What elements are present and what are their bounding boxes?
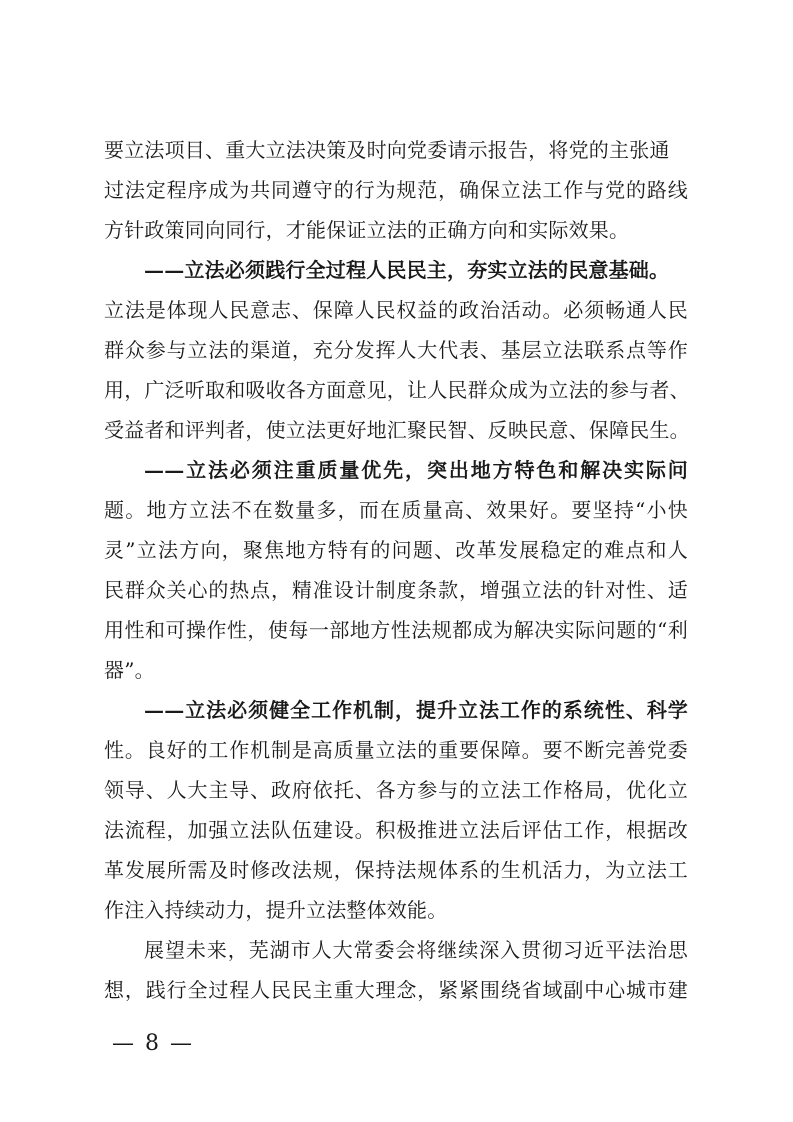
text-line: 过法定程序成为共同遵守的行为规范，确保立法工作与党的路线 <box>104 178 688 202</box>
text-line: 器”。 <box>104 658 155 682</box>
text-line: 性。良好的工作机制是高质量立法的重要保障。要不断完善党委 <box>104 738 688 762</box>
text-line: 领导、人大主导、政府依托、各方参与的立法工作格局，优化立 <box>104 778 688 802</box>
text-line: 立法是体现人民意志、保障人民权益的政治活动。必须畅通人民 <box>104 298 688 322</box>
section-heading-line: ——立法必须健全工作机制，提升立法工作的系统性、科学 <box>144 698 688 722</box>
text-line: 群众参与立法的渠道，充分发挥人大代表、基层立法联系点等作 <box>104 338 688 362</box>
text-line: 革发展所需及时修改法规，保持法规体系的生机活力，为立法工 <box>104 858 688 882</box>
page-number: — 8 — <box>112 1031 194 1056</box>
text-line: 用，广泛听取和吸收各方面意见，让人民群众成为立法的参与者、 <box>104 378 690 402</box>
text-line: 受益者和评判者，使立法更好地汇聚民智、反映民意、保障民生。 <box>104 418 690 442</box>
text-line: 题。地方立法不在数量多，而在质量高、效果好。要坚持“小快 <box>104 498 688 522</box>
text-line: 灵”立法方向，聚焦地方特有的问题、改革发展稳定的难点和人 <box>104 538 688 562</box>
text-line: 展望未来，芜湖市人大常委会将继续深入贯彻习近平法治思 <box>144 938 688 962</box>
text-line: 要立法项目、重大立法决策及时向党委请示报告，将党的主张通 <box>104 138 670 162</box>
text-line: 想，践行全过程人民民主重大理念，紧紧围绕省域副中心城市建 <box>104 978 688 1002</box>
text-line: 法流程，加强立法队伍建设。积极推进立法后评估工作，根据改 <box>104 818 688 842</box>
text-line: 用性和可操作性，使每一部地方性法规都成为解决实际问题的“利 <box>104 618 688 642</box>
text-line: 作注入持续动力，提升立法整体效能。 <box>104 898 448 922</box>
section-heading-line: ——立法必须践行全过程人民民主，夯实立法的民意基础。 <box>144 258 670 282</box>
text-line: 方针政策同向同行，才能保证立法的正确方向和实际效果。 <box>104 218 630 242</box>
section-heading-line: ——立法必须注重质量优先，突出地方特色和解决实际问 <box>144 458 688 482</box>
text-line: 民群众关心的热点，精准设计制度条款，增强立法的针对性、适 <box>104 578 688 602</box>
